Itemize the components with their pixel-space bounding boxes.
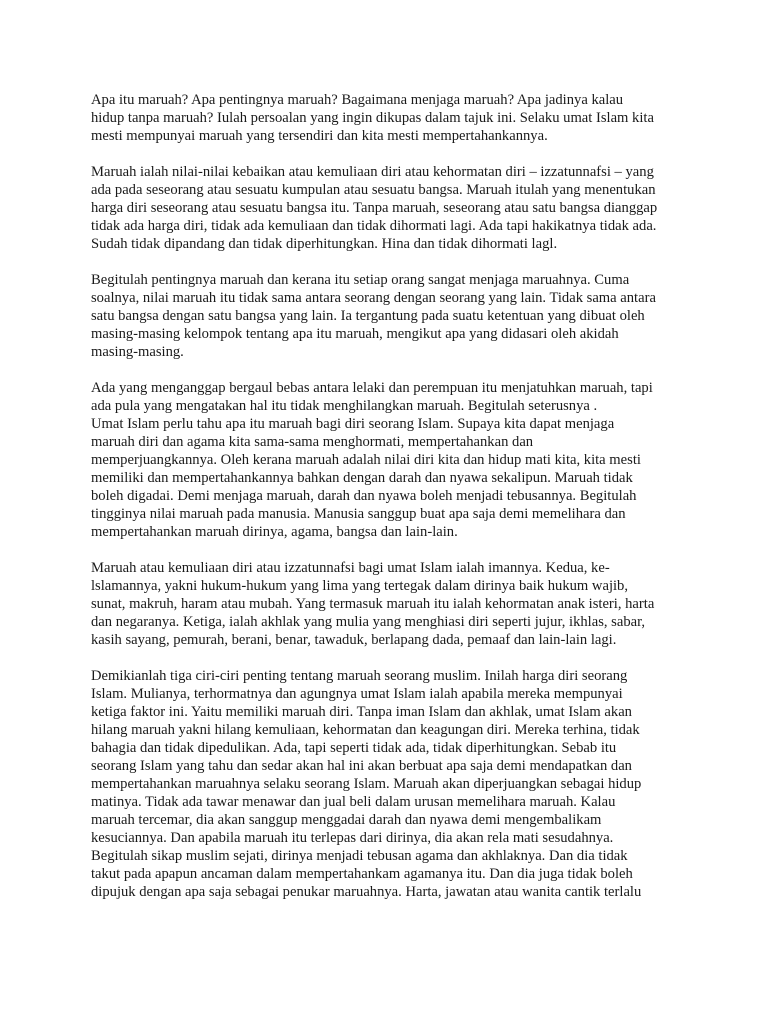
text-line: boleh digadai. Demi menjaga maruah, darah dan nyawa boleh menjadi tebusannya. Begitulah	[91, 488, 637, 504]
text-line: matinya. Tidak ada tawar menawar dan jual beli dalam urusan memelihara maruah. Kalau	[91, 794, 616, 810]
text-line: Ada yang menganggap bergaul bebas antara lelaki dan perempuan itu menjatuhkan maruah, tapi	[91, 380, 653, 396]
text-line: ada pula yang mengatakan hal itu tidak menghilangkan maruah. Begitulah seterusnya .	[91, 398, 598, 414]
text-line: Maruah atau kemuliaan diri atau izzatunnafsi bagi umat Islam ialah imannya. Kedua, ke-	[91, 560, 610, 576]
document-body	[91, 91, 691, 919]
text-line: Begitulah pentingnya maruah dan kerana itu setiap orang sangat menjaga maruahnya. Cuma	[91, 272, 630, 288]
text-line: maruah diri dan agama kita sama-sama menghormati, mempertahankan dan	[91, 434, 534, 450]
text-line: mempertahankan maruahnya selaku seorang Islam. Maruah akan diperjuangkan sebagai hidup	[91, 776, 642, 792]
text-line: Begitulah sikap muslim sejati, dirinya menjadi tebusan agama dan akhlaknya. Dan dia tidak	[91, 848, 628, 864]
text-line: masing-masing.	[91, 344, 184, 360]
text-line: maruah tercemar, dia akan sanggup menggadai darah dan nyawa demi mengembalikam	[91, 812, 602, 828]
text-line: soalnya, nilai maruah itu tidak sama antara seorang dengan seorang yang lain. Tidak sama antara	[91, 290, 656, 306]
text-line: Umat Islam perlu tahu apa itu maruah bagi diri seorang Islam. Supaya kita dapat menjaga	[91, 416, 615, 432]
paragraph	[91, 379, 691, 541]
text-line: mesti mempunyai maruah yang tersendiri dan kita mesti mempertahankannya.	[91, 128, 548, 144]
text-line: Sudah tidak dipandang dan tidak diperhitungkan. Hina dan tidak dihormati lagl.	[91, 236, 558, 252]
paragraph	[91, 163, 691, 253]
text-line: takut pada apapun ancaman dalam mempertahankam agamanya itu. Dan dia juga tidak boleh	[91, 866, 633, 882]
text-line: ketiga faktor ini. Yaitu memiliki maruah diri. Tanpa iman Islam dan akhlak, umat Islam akan	[91, 704, 632, 720]
text-line: Demikianlah tiga ciri-ciri penting tentang maruah seorang muslim. Inilah harga diri seorang	[91, 668, 628, 684]
text-line: dan negaranya. Ketiga, ialah akhlak yang mulia yang menghiasi diri seperti jujur, ikhlas, sabar,	[91, 614, 646, 630]
paragraph	[91, 91, 691, 145]
text-line: hilang maruah yakni hilang kemuliaan, kehormatan dan keagungan diri. Mereka terhina, tidak	[91, 722, 640, 738]
paragraph	[91, 667, 691, 901]
text-line: kasih sayang, pemurah, berani, benar, tawaduk, berlapang dada, pemaaf dan lain-lain lagi.	[91, 632, 617, 648]
text-line: seorang Islam yang tahu dan sedar akan hal ini akan berbuat apa saja demi mendapatkan dan	[91, 758, 632, 774]
text-line: memiliki dan mempertahankannya bahkan dengan darah dan nyawa sekalipun. Maruah tidak	[91, 470, 633, 486]
text-line: satu bangsa dengan satu bangsa yang lain. Ia tergantung pada suatu ketentuan yang dibuat oleh	[91, 308, 645, 324]
paragraph	[91, 559, 691, 649]
text-line: ada pada seseorang atau sesuatu kumpulan atau sesuatu bangsa. Maruah itulah yang menentukan	[91, 182, 656, 198]
text-line: tidak ada harga diri, tidak ada kemuliaan dan tidak dihormati lagi. Ada tapi hakikatnya tidak ada.	[91, 218, 657, 234]
text-line: Maruah ialah nilai-nilai kebaikan atau kemuliaan diri atau kehormatan diri – izzatunnafsi – yang	[91, 164, 654, 180]
text-line: hidup tanpa maruah? Iulah persoalan yang ingin dikupas dalam tajuk ini. Selaku umat Islam kita	[91, 110, 654, 126]
text-line: mempertahankan maruah dirinya, agama, bangsa dan lain-lain.	[91, 524, 458, 540]
text-line: kesuciannya. Dan apabila maruah itu terlepas dari dirinya, dia akan rela mati sesudahnya.	[91, 830, 614, 846]
text-line: Apa itu maruah? Apa pentingnya maruah? Bagaimana menjaga maruah? Apa jadinya kalau	[91, 92, 624, 108]
text-line: dipujuk dengan apa saja sebagai penukar maruahnya. Harta, jawatan atau wanita cantik terlalu	[91, 884, 642, 900]
text-line: Islam. Mulianya, terhormatnya dan agungnya umat Islam ialah apabila mereka mempunyai	[91, 686, 623, 702]
text-line: harga diri seseorang atau sesuatu bangsa itu. Tanpa maruah, seseorang atau satu bangsa dianggap	[91, 200, 658, 216]
text-line: masing-masing kelompok tentang apa itu maruah, mengikut apa yang didasari oleh akidah	[91, 326, 619, 342]
paragraph	[91, 271, 691, 361]
text-line: bahagia dan tidak dipedulikan. Ada, tapi seperti tidak ada, tidak diperhitungkan. Sebab itu	[91, 740, 617, 756]
text-line: sunat, makruh, haram atau mubah. Yang termasuk maruah itu ialah kehormatan anak isteri, harta	[91, 596, 655, 612]
text-line: tingginya nilai maruah pada manusia. Manusia sanggup buat apa saja demi memelihara dan	[91, 506, 626, 522]
text-line: lslamannya, yakni hukum-hukum yang lima yang tertegak dalam dirinya baik hukum wajib,	[91, 578, 629, 594]
text-line: memperjuangkannya. Oleh kerana maruah adalah nilai diri kita dan hidup mati kita, kita mesti	[91, 452, 641, 468]
